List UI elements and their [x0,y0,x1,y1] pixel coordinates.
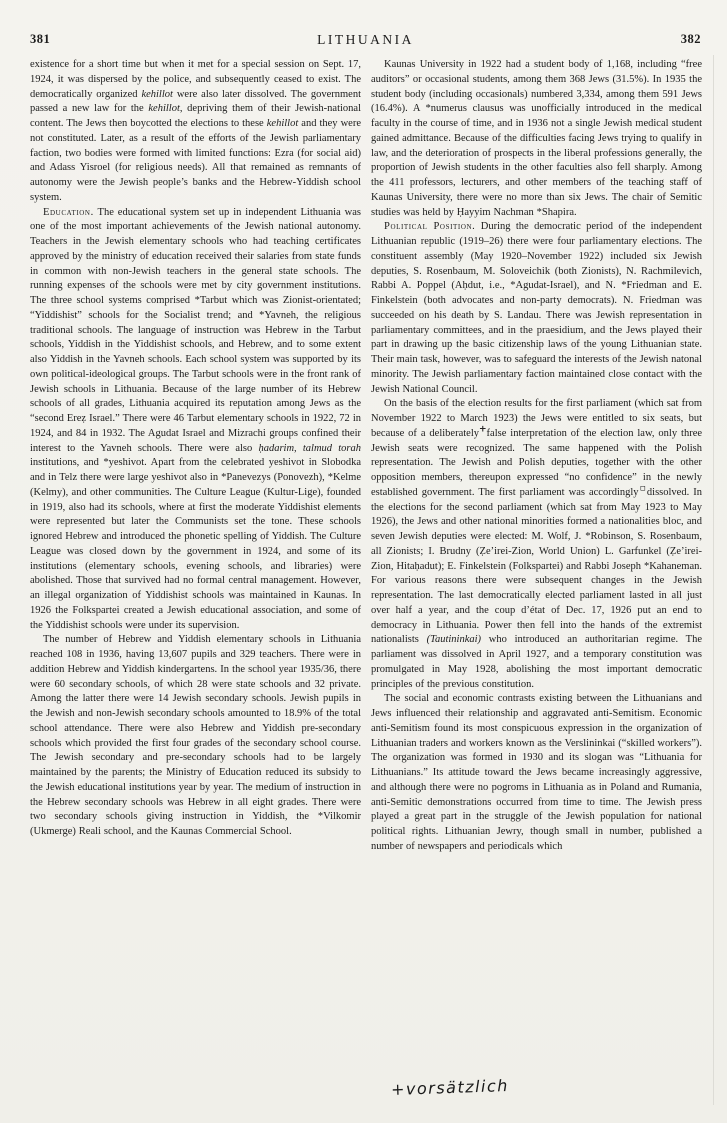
italic-text-run: kehillot [141,88,173,100]
column-right [371,58,702,855]
section-heading: Education. [43,206,94,218]
text-run: false interpretation of the election law, only three Jewish seats were recognized. The same happened with the Polish representation. The Jewish and Polish deputies, together with the other opposition members, thereupon expressed “no confidence” in the newly established government. The first parliament was accordingly [371,427,703,498]
handwritten-annotation: +vorsätzlich [390,1075,510,1100]
italic-text-run: (Tautininkai) [426,634,482,646]
page-header [30,32,701,50]
paragraph [30,633,361,840]
text-run: and they were not constituted. Later, as a result of the efforts of the Jewish parliamentary faction, two bodies were formed with limited functions: Ezra (for social aid) and Adass Yisroel (for religious needs). All that remained as remnants of autonomy were the Jewish people’s banks and the Hebrew-Yiddish school system. [30,118,361,203]
text-run: The social and economic contrasts existing between the Lithuanians and Jews influenced their relationship and aggravated anti-Semitism. Economic anti-Semitism found its most conspicuous expression in the organization of Lithuanian traders and workers known as the Verslininkai (“skilled workers”). The organization was formed in 1930 and its slogan was “Lithuania for Lithuanians.” Its attitude toward the Jews became increasingly aggressive, and although there were no pogroms in Lithuania as in Poland and Rumania, anti-Semitic demonstrations occurred from time to time. The Jewish press played a great part in the struggle of the Jewish population for national political rights. Lithuanian Jewry, though small in number, published a number of newspapers and periodicals which [371,693,702,852]
text-run: dissolved. In the elections for the second parliament (which sat from May 1923 to May 1926), the Jews and other national minorities formed a nationalities bloc, and seven Jewish deputies were elected: M. Wolf, J. *Robinson, S. Rosenbaum, all Zionists; I. Brudny (Ẓe’irei-Zion, World Union) L. Garfunkel (Ẓe’irei-Zion, Hitaḥadut); E. Finkelstein (Folkspartei) and Rabbi Joseph *Kahaneman. For various reasons there were subsequent changes in the Jewish representation. The last democratically elected parliament lasted in all just over half a year, and the coup d’état of Dec. 17, 1926 put an end to democracy in Lithuania. Power then fell into the hands of the extremist nationalists [371,486,702,646]
text-columns [30,58,702,855]
text-run: were also later dissolved. The government passed a new law for the [30,88,361,115]
page-edge-line [713,55,714,1105]
handwritten-mark: + [479,424,487,435]
column-left [30,58,361,855]
paragraph [30,206,361,634]
italic-text-run: ḥadarim, talmud torah [258,442,362,454]
paragraph [371,220,702,397]
text-run: Kaunas University in 1922 had a student body of 1,168, including “free auditors” or occasional students, among them 368 Jews (31.5%). In 1935 the student body (including occasionals) numbered 3,334, among them 591 Jews (16.4%). A *numerus clausus was unofficially introduced in the medical faculty in the course of time, and in 1936 not a single Jewish medical student gained admittance. Because of the difficulties facing Jews trying to qualify in law, and the deterioration of prospects in the liberal professions generally, the proportion of Jewish students in the other faculties also fell sharply. Among the 411 professors, lecturers, and other members of the teaching staff of Kaunas University, there were no more than six Jews. The chair of Semitic studies was held by Ḥayyim Nachman *Shapira. [371,59,702,218]
text-run: The educational system set up in independent Lithuania was one of the most important achievements of the Jewish national autonomy. Teachers in the Jewish elementary schools who had teaching certificates approved by the ministry of education received their salaries from state funds in common with non-Jewish teachers in the general state schools. The running expenses of the schools were met by city government institutions. The three school systems comprised *Tarbut which was Zionist-orientated; “Yiddishist” schools for the Socialist trend; and *Yavneh, the religious traditional schools. The language of instruction was Hebrew in the Tarbut schools, Yiddish in the Yiddishist schools, and Hebrew, and to some extent also Yiddish in the Yavneh schools. Each school system was supported by its own political-ideological groups. The Tarbut schools were in the front rank of Jewish schools in Lithuania. Because of the large number of its Hebrew schools of all grades, Lithuania acquired its reputation among Jews as the “second Ereẓ Israel.” There were 46 Tarbut elementary schools in 1922, 72 in 1924, and 84 in 1932. The Agudat Israel and Mizrachi groups confined their interest to the Yavneh schools. There were also [30,206,361,454]
text-run: institutions, and *yeshivot. Apart from the celebrated yeshivot in Slobodka and in Telz there were large yeshivot also in *Panevezys (Ponovezh), *Kelme (Kelmy), and other communities. The Culture League (Kultur-Lige), founded in 1919, also had its schools, where at first the moderate Yiddishist elements were represented but later the Communists set the tone. These schools ignored Hebrew and introduced the phonetic spelling of Yiddish. The Culture League was closed down by the government in 1924, and some of its institutions (elementary schools, evening schools, and libraries) were abolished. Those that survived had no formal central management. However, an illegal organization of Yiddishist schools was maintained in Kaunas. In 1926 the Folkspartei created a Jewish educational association, and some of the Yiddishist schools were under its supervision. [30,457,361,631]
page-title: LITHUANIA [317,32,414,47]
right-page-number: 382 [680,32,701,46]
text-run: who introduced an authoritarian regime. The parliament was dissolved in April 1927, and a temporary constitution was promulgated in May 1928, abolishing the most important democratic principles of the previous constitution. [371,634,703,690]
text-run: , depriving them of their Jewish-national content. The Jews then boycotted the elections to these [30,103,361,129]
text-run: The number of Hebrew and Yiddish elementary schools in Lithuania reached 108 in 1936, having 13,607 pupils and 329 teachers. There were in addition Hebrew and Yiddish kindergartens. In the school year 1935/36, there were 60 secondary schools, of which 28 were state schools and 32 private. Among the latter there were 14 Jewish secondary schools. Jewish pupils in the Jewish and non-Jewish secondary schools amounted to 18.9% of the total school attendance. There were also Hebrew and Yiddish pre-secondary schools which provided the first four grades of the secondary school course. The Jewish secondary and pre-secondary schools had to be largely maintained by the parents; the Ministry of Education reduced its subsidy to the Jewish educational institutions year by year. The medium of instruction in the Hebrew secondary schools was Hebrew in all eight grades. There were two secondary schools giving instruction in Yiddish, the *Vilkomir (Ukmerge) Reali school, and the Kaunas Commercial School. [30,634,361,837]
paragraph [371,692,702,854]
handwritten-mark: ▫ [638,483,647,494]
left-page-number: 381 [30,32,51,46]
section-heading: Political Position. [384,221,476,233]
italic-text-run: kehillot [148,103,180,115]
italic-text-run: kehillot [266,118,299,129]
text-run: During the democratic period of the independent Lithuanian republic (1919–26) there were four parliamentary elections. The constituent assembly (May 1920–November 1922) included six Jewish deputies, S. Rosenbaum, M. Soloveichik (both Zionists), N. Rachmilevich, Rabbi A. Poppel (Aḥdut, i.e., *Agudat-Israel), and N. *Friedman and E. Finkelstein (both advocates and non-party democrats). N. Friedman was succeeded on his death by S. Landau. There was Jewish representation in parliamentary committees, and in the praesidium, and the Jews played their part in drawing up the basic citizenship laws of the young Lithuanian state. Their main task, however, was to safeguard the interests of the Jewish natonal minority. The Jewish parliamentary faction maintained close contact with the Jewish National Council. [371,221,702,395]
text-run: existence for a short time but when it met for a special session on Sept. 17, 1924, it was dispersed by the police, and subsequently ceased to exist. The democratically organized [30,59,361,100]
paragraph [30,58,361,206]
paragraph [371,397,702,692]
text-run: On the basis of the election results for the first parliament (which sat from November 1922 to March 1923) the Jews were entitled to six seats, but because of a deliberately [371,398,702,439]
paragraph [371,58,702,220]
